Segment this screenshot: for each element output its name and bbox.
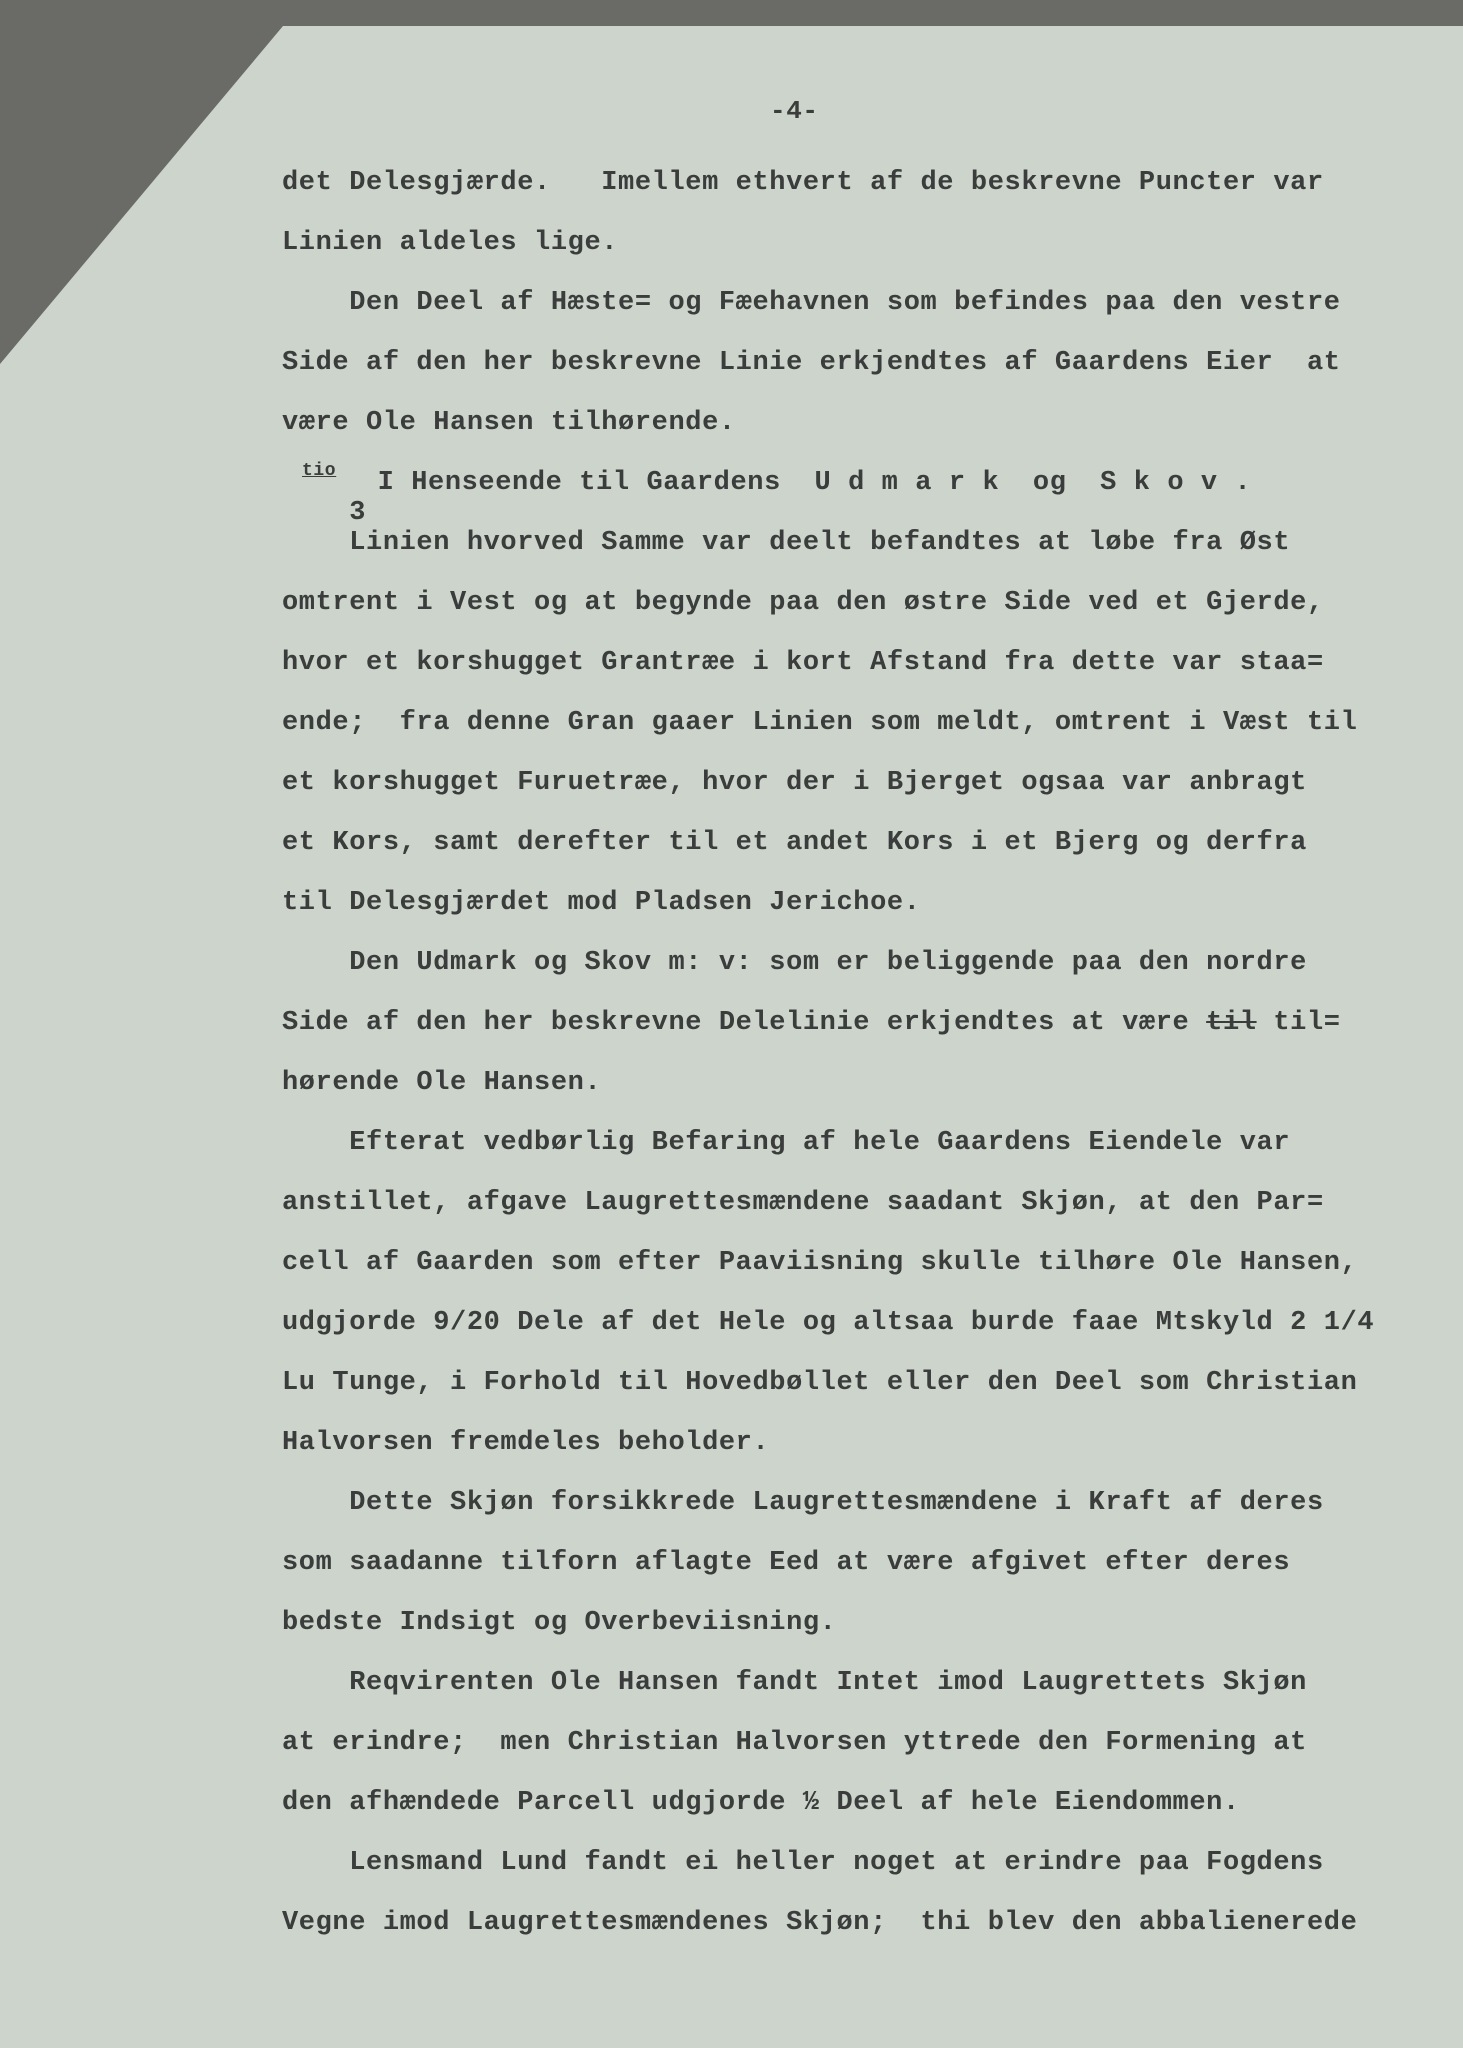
text-line: til Delesgjærdet mod Pladsen Jerichoe.	[282, 888, 921, 918]
text-line: bedste Indsigt og Overbeviisning.	[282, 1608, 837, 1638]
text-line: I Henseende til Gaardens U d m a r k og S k o v .	[344, 468, 1252, 498]
line-text: til=	[1256, 1008, 1341, 1038]
text-line: hørende Ole Hansen.	[282, 1068, 602, 1098]
text-line: Dette Skjøn forsikkrede Laugrettesmændene i Kraft af deres	[282, 1488, 1324, 1518]
text-line: Efterat vedbørlig Befaring af hele Gaardens Eiendele var	[282, 1128, 1291, 1158]
text-line: anstillet, afgave Laugrettesmændene saadant Skjøn, at den Par=	[282, 1188, 1324, 1218]
text-line: Reqvirenten Ole Hansen fandt Intet imod Laugrettets Skjøn	[282, 1668, 1307, 1698]
text-line: omtrent i Vest og at begynde paa den østre Side ved et Gjerde,	[282, 588, 1324, 618]
page-number: -4-	[770, 96, 819, 126]
text-line: det Delesgjærde. Imellem ethvert af de beskrevne Puncter var	[282, 168, 1324, 198]
text-line: Linien hvorved Samme var deelt befandtes at løbe fra Øst	[282, 528, 1291, 558]
section-number: 3	[349, 498, 367, 528]
text-line: udgjorde 9/20 Dele af det Hele og altsaa burde faae Mtskyld 2 1/4	[282, 1308, 1375, 1338]
text-line: et korshugget Furuetræe, hvor der i Bjerget ogsaa var anbragt	[282, 768, 1307, 798]
text-line: ende; fra denne Gran gaaer Linien som meldt, omtrent i Væst til	[282, 708, 1358, 738]
text-line	[282, 1008, 1341, 1038]
line-text: Side af den her beskrevne Delelinie erkjendtes at være	[282, 1008, 1190, 1038]
text-line: den afhændede Parcell udgjorde ½ Deel af hele Eiendommen.	[282, 1788, 1240, 1818]
text-line: hvor et korshugget Grantræe i kort Afstand fra dette var staa=	[282, 648, 1324, 678]
text-line: Lu Tunge, i Forhold til Hovedbøllet eller den Deel som Christian	[282, 1368, 1358, 1398]
text-line: Vegne imod Laugrettesmændenes Skjøn; thi blev den abbalienerede	[282, 1908, 1358, 1938]
text-line: Den Udmark og Skov m: v: som er beliggende paa den nordre	[282, 948, 1307, 978]
text-line: Linien aldeles lige.	[282, 228, 619, 258]
text-line: et Kors, samt derefter til et andet Kors i et Bjerg og derfra	[282, 828, 1307, 858]
text-line: Den Deel af Hæste= og Fæehavnen som befindes paa den vestre	[282, 288, 1341, 318]
text-line: at erindre; men Christian Halvorsen yttrede den Formening at	[282, 1728, 1307, 1758]
struck-word: til	[1206, 1008, 1257, 1038]
text-line: som saadanne tilforn aflagte Eed at være afgivet efter deres	[282, 1548, 1291, 1578]
text-line: Side af den her beskrevne Linie erkjendtes af Gaardens Eier at	[282, 348, 1341, 378]
text-line: Lensmand Lund fandt ei heller noget at erindre paa Fogdens	[282, 1848, 1324, 1878]
text-line: være Ole Hansen tilhørende.	[282, 408, 736, 438]
text-line: Halvorsen fremdeles beholder.	[282, 1428, 770, 1458]
section-superscript: tio	[302, 461, 337, 481]
text-line: cell af Gaarden som efter Paaviisning skulle tilhøre Ole Hansen,	[282, 1248, 1358, 1278]
